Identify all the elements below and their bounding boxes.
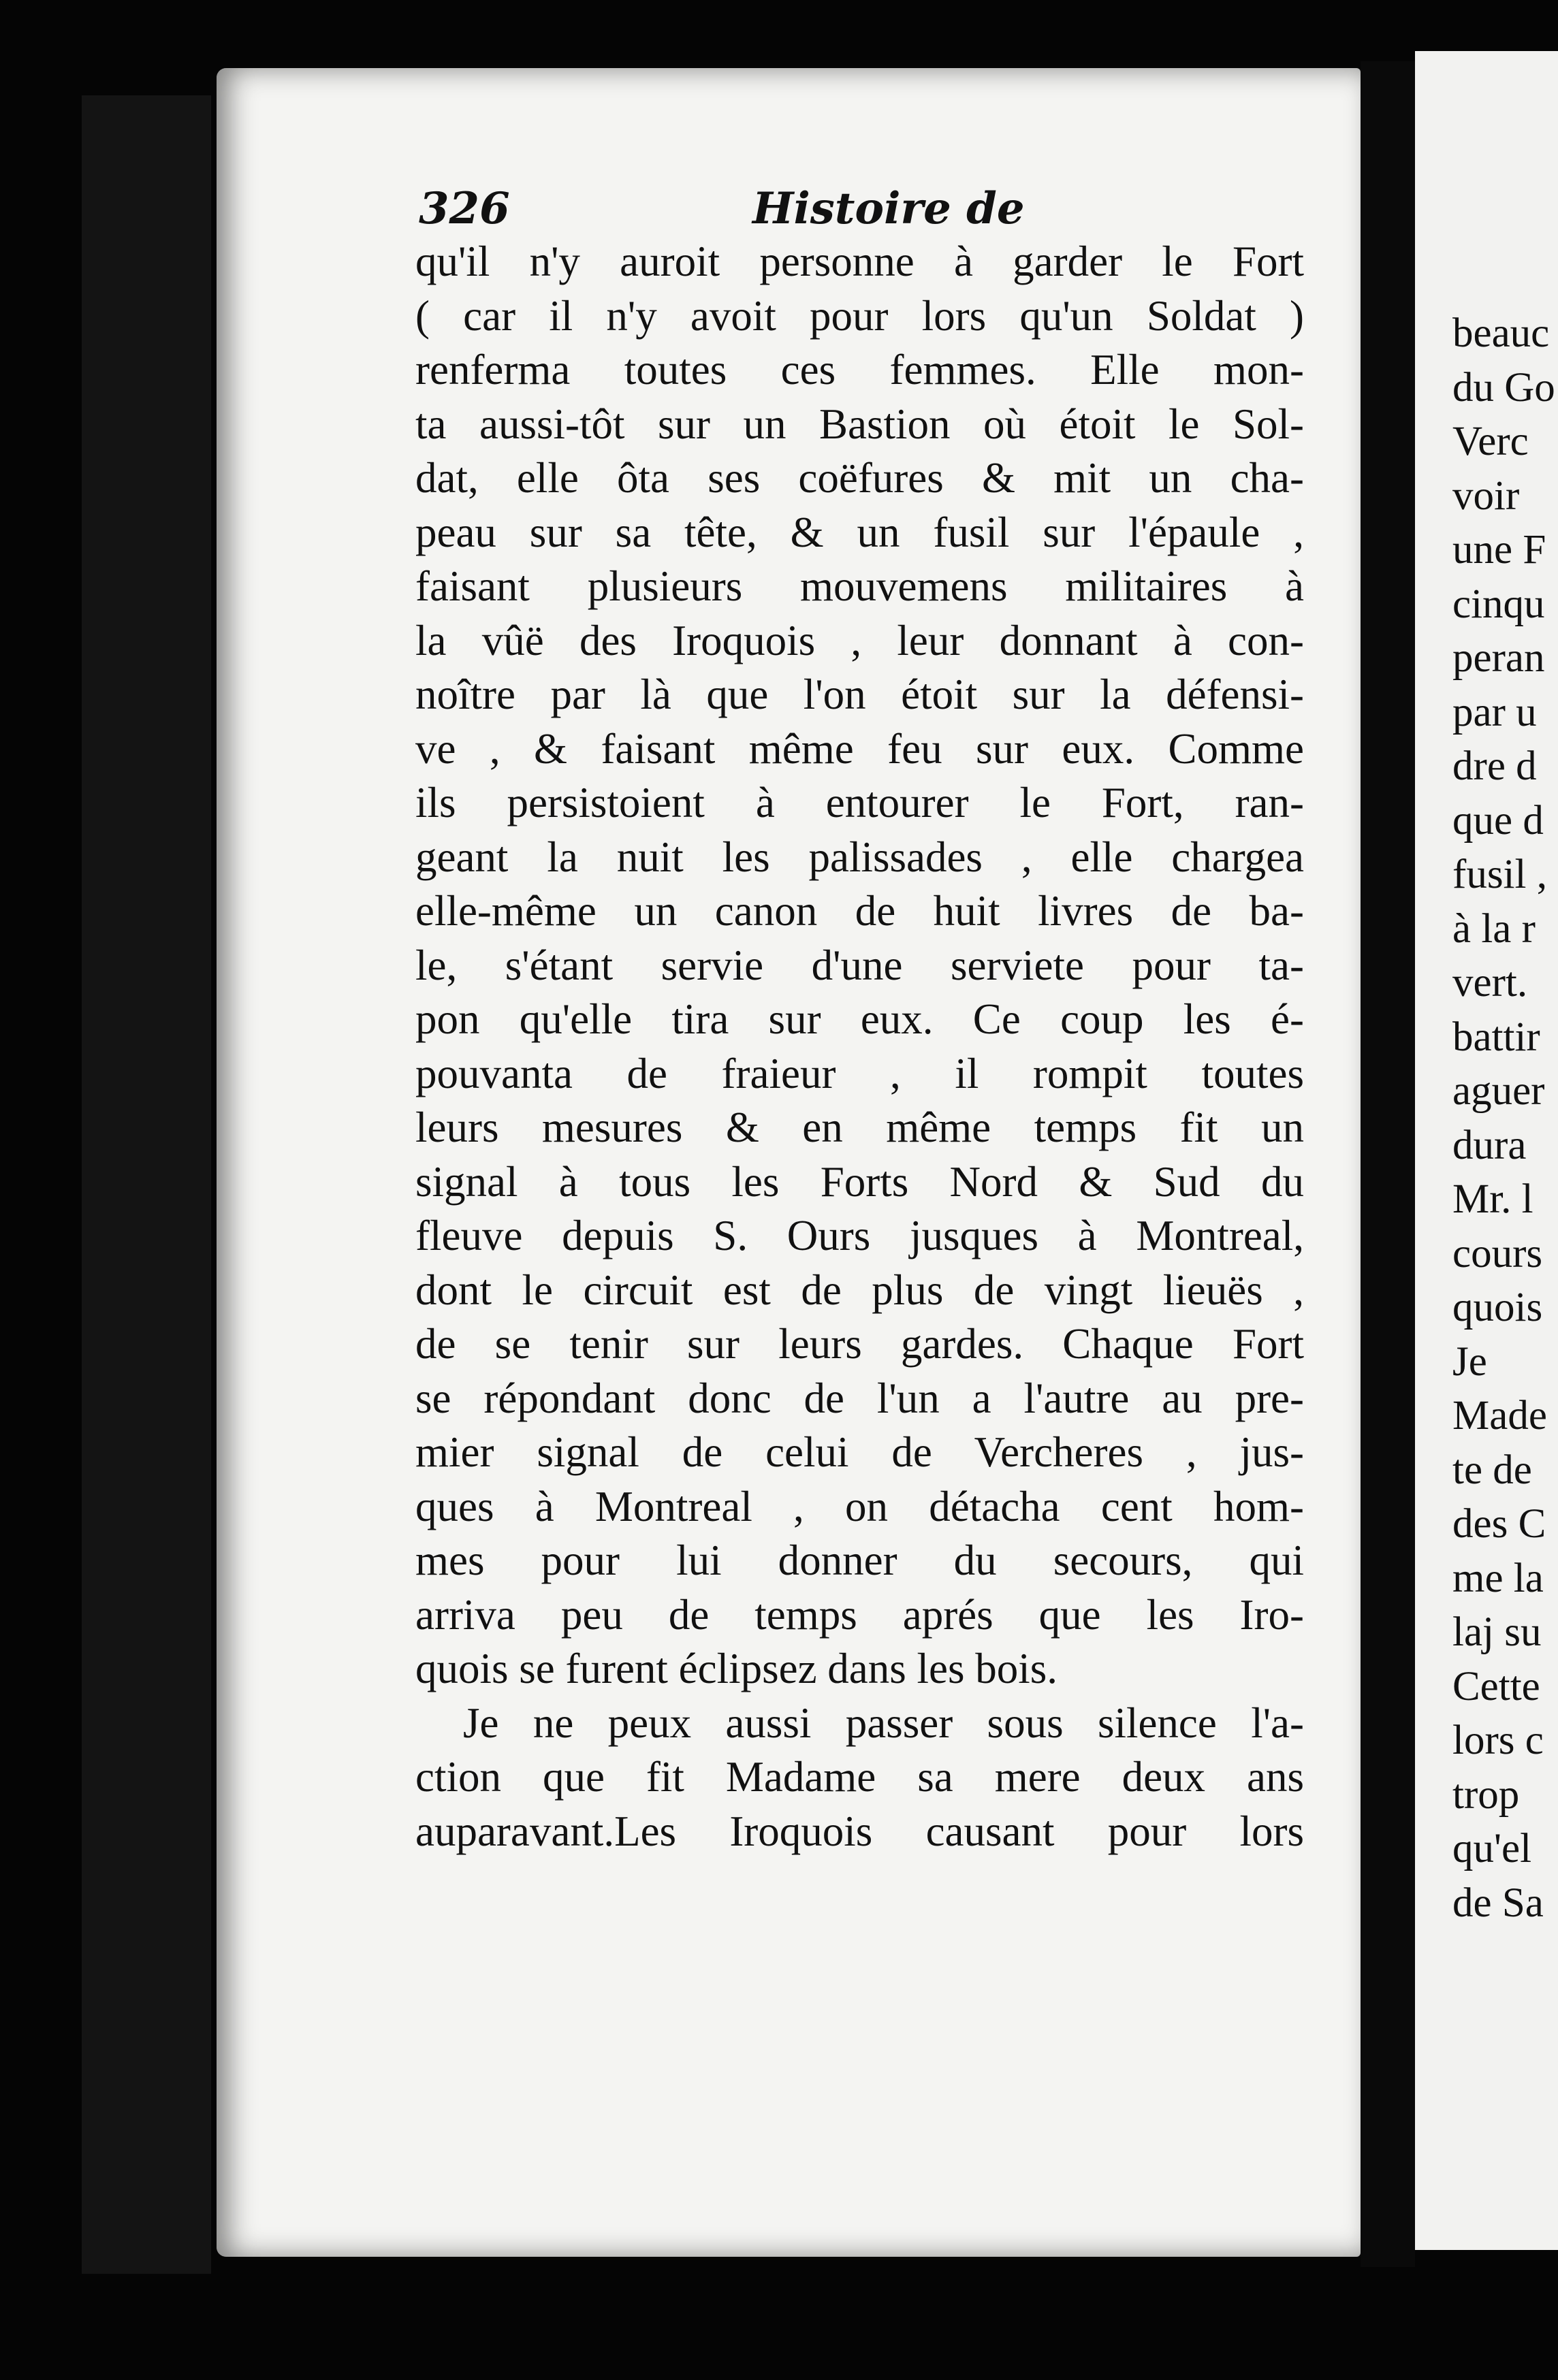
- right-text-line: par u: [1452, 689, 1537, 735]
- right-text-line: à la r: [1452, 905, 1536, 952]
- text-line: renferma toutes ces femmes. Elle mon-: [415, 346, 1304, 393]
- text-line: ques à Montreal , on détacha cent hom-: [415, 1482, 1304, 1530]
- right-text-line: des C: [1452, 1501, 1546, 1547]
- text-line: Je ne peux aussi passer sous silence l'a-: [463, 1699, 1304, 1747]
- text-line: quois se furent éclipsez dans les bois.: [415, 1645, 1058, 1692]
- right-text-line: laj su: [1452, 1609, 1542, 1655]
- text-line: ils persistoient à entourer le Fort, ran-: [415, 779, 1304, 826]
- text-line: le, s'étant servie d'une serviete pour ta-: [415, 941, 1304, 989]
- text-line: geant la nuit les palissades , elle chargea: [415, 833, 1304, 881]
- gutter-shadow: [1361, 61, 1415, 2267]
- text-line: peau sur sa tête, & un fusil sur l'épaule ,: [415, 508, 1304, 556]
- right-page-text: [1452, 306, 1558, 1930]
- right-text-line: lors c: [1452, 1718, 1544, 1763]
- text-line: qu'il n'y auroit personne à garder le Fort: [415, 238, 1304, 285]
- right-text-line: fusil ,: [1452, 852, 1547, 897]
- text-line: elle-même un canon de huit livres de ba-: [415, 887, 1304, 935]
- text-line: signal à tous les Forts Nord & Sud du: [415, 1157, 1304, 1206]
- right-text-line: voir: [1452, 472, 1520, 519]
- text-line: noître par là que l'on étoit sur la défensi-: [415, 671, 1304, 718]
- right-text-line: vert.: [1452, 960, 1528, 1006]
- book-binding-edge: [82, 95, 211, 2274]
- text-line: de se tenir sur leurs gardes. Chaque Fort: [415, 1320, 1304, 1368]
- text-line: ve , & faisant même feu sur eux. Comme: [415, 724, 1304, 773]
- right-text-line: qu'el: [1452, 1826, 1532, 1871]
- right-text-line: aguer: [1452, 1068, 1545, 1114]
- right-text-line: cinqu: [1452, 581, 1545, 627]
- right-text-line: Mr. l: [1452, 1176, 1533, 1222]
- right-text-line: de Sa: [1452, 1880, 1544, 1926]
- text-line: mier signal de celui de Vercheres , jus-: [415, 1428, 1304, 1476]
- right-text-line: peran: [1452, 635, 1545, 681]
- right-text-line: Verc: [1452, 419, 1529, 464]
- text-line: ta aussi-tôt sur un Bastion où étoit le Sol-: [415, 400, 1304, 448]
- right-text-line: du Go: [1452, 364, 1555, 411]
- text-line: ( car il n'y avoit pour lors qu'un Soldat ): [415, 291, 1304, 340]
- right-text-line: quois: [1452, 1285, 1543, 1330]
- right-text-line: battir: [1452, 1014, 1540, 1060]
- running-title: Histoire de: [752, 183, 1025, 234]
- text-line: fleuve depuis S. Ours jusques à Montreal,: [415, 1212, 1304, 1259]
- text-line: pouvanta de fraieur , il rompit toutes: [415, 1049, 1304, 1097]
- text-line: auparavant.Les Iroquois causant pour lors: [415, 1807, 1304, 1855]
- body-text: [415, 235, 1304, 1859]
- text-line: ction que fit Madame sa mere deux ans: [415, 1753, 1304, 1801]
- right-text-line: beauc: [1452, 310, 1550, 356]
- right-text-line: te de: [1452, 1447, 1532, 1493]
- text-line: se répondant donc de l'un a l'autre au pre-: [415, 1374, 1304, 1422]
- right-page-fragment: [1415, 51, 1558, 2250]
- right-text-line: que d: [1452, 797, 1544, 843]
- text-line: mes pour lui donner du secours, qui: [415, 1537, 1304, 1584]
- right-text-line: me la: [1452, 1555, 1544, 1601]
- right-text-line: cours: [1452, 1230, 1543, 1276]
- text-line: la vûë des Iroquois , leur donnant à con-: [415, 616, 1304, 664]
- page-number: 326: [419, 183, 510, 234]
- text-line: faisant plusieurs mouvemens militaires à: [415, 562, 1304, 610]
- text-line: leurs mesures & en même temps fit un: [415, 1104, 1304, 1151]
- right-text-line: une F: [1452, 527, 1546, 573]
- right-text-line: Je: [1452, 1338, 1487, 1385]
- right-text-line: trop: [1452, 1771, 1520, 1818]
- right-text-line: dura: [1452, 1122, 1527, 1168]
- text-line: dont le circuit est de plus de vingt lieuës ,: [415, 1266, 1304, 1314]
- text-line: pon qu'elle tira sur eux. Ce coup les é-: [415, 995, 1304, 1043]
- right-text-line: Cette: [1452, 1663, 1540, 1709]
- text-line: dat, elle ôta ses coëfures & mit un cha-: [415, 454, 1304, 502]
- right-text-line: dre d: [1452, 743, 1537, 789]
- right-text-line: Made: [1452, 1393, 1547, 1438]
- text-line: arriva peu de temps aprés que les Iro-: [415, 1590, 1304, 1639]
- page-header: [419, 178, 1304, 240]
